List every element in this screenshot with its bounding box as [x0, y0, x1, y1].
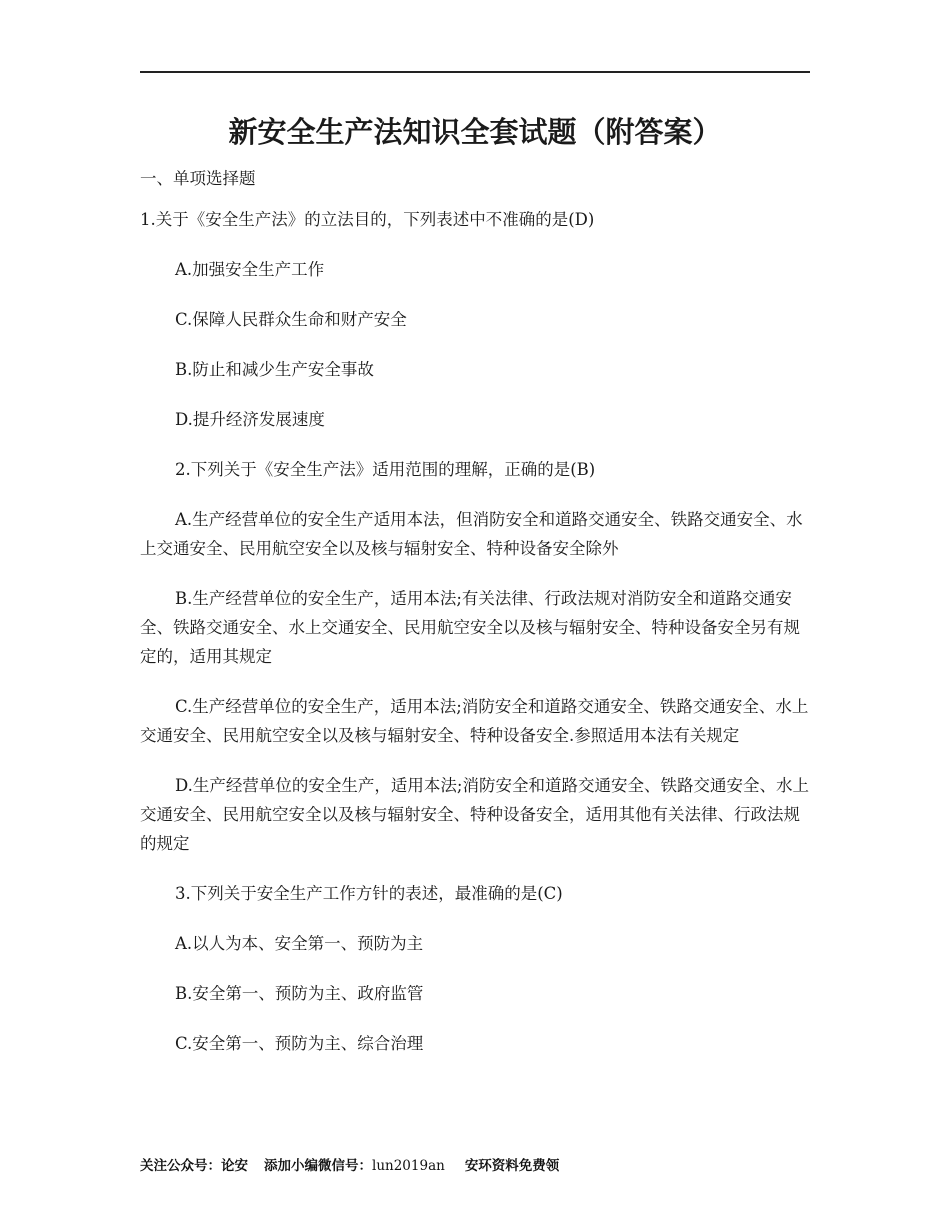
document-body [140, 164, 810, 1079]
document-title: 新安全生产法知识全套试题（附答案） [228, 115, 722, 149]
question-2-option: A.生产经营单位的安全生产适用本法，但消防安全和道路交通安全、铁路交通安全、水上交通安全、民用航空安全以及核与辐射安全、特种设备安全除外 [140, 510, 803, 558]
question-3-option: A.以人为本、安全第一、预防为主 [175, 934, 424, 953]
question-2-option: C.生产经营单位的安全生产，适用本法;消防安全和道路交通安全、铁路交通安全、水上交通安全、民用航空安全以及核与辐射安全、特种设备安全.参照适用本法有关规定 [140, 697, 809, 745]
question-1-stem: 1.关于《安全生产法》的立法目的，下列表述中不准确的是(D) [140, 210, 595, 229]
question-1-option: B.防止和减少生产安全事故 [175, 360, 374, 379]
question-1-option: D.提升经济发展速度 [175, 410, 325, 429]
section-heading: 一、单项选择题 [140, 169, 256, 188]
question-2-stem: 2.下列关于《安全生产法》适用范围的理解，正确的是(B) [175, 460, 596, 479]
question-3-option: C.安全第一、预防为主、综合治理 [175, 1034, 424, 1053]
header-rule [140, 71, 810, 73]
footer-wechat-label: 添加小编微信号： [264, 1158, 372, 1174]
question-2-option: B.生产经营单位的安全生产，适用本法;有关法律、行政法规对消防安全和道路交通安全、铁路交通安全、水上交通安全、民用航空安全以及核与辐射安全、特种设备安全另有规定的，适用其规定 [140, 589, 800, 666]
question-2-option: D.生产经营单位的安全生产，适用本法;消防安全和道路交通安全、铁路交通安全、水上交通安全、民用航空安全以及核与辐射安全、特种设备安全，适用其他有关法律、行政法规的规定 [140, 776, 809, 853]
footer-slogan: 安环资料免费领 [464, 1158, 560, 1174]
question-3-option: B.安全第一、预防为主、政府监管 [175, 984, 424, 1003]
page-footer [140, 1156, 559, 1176]
question-3-stem: 3.下列关于安全生产工作方针的表述，最准确的是(C) [175, 884, 563, 903]
footer-public-account: 关注公众号：论安 [140, 1158, 248, 1174]
question-1-option: C.保障人民群众生命和财产安全 [175, 310, 407, 329]
footer-wechat-id: lun2019an [372, 1158, 445, 1174]
question-1-option: A.加强安全生产工作 [175, 260, 325, 279]
